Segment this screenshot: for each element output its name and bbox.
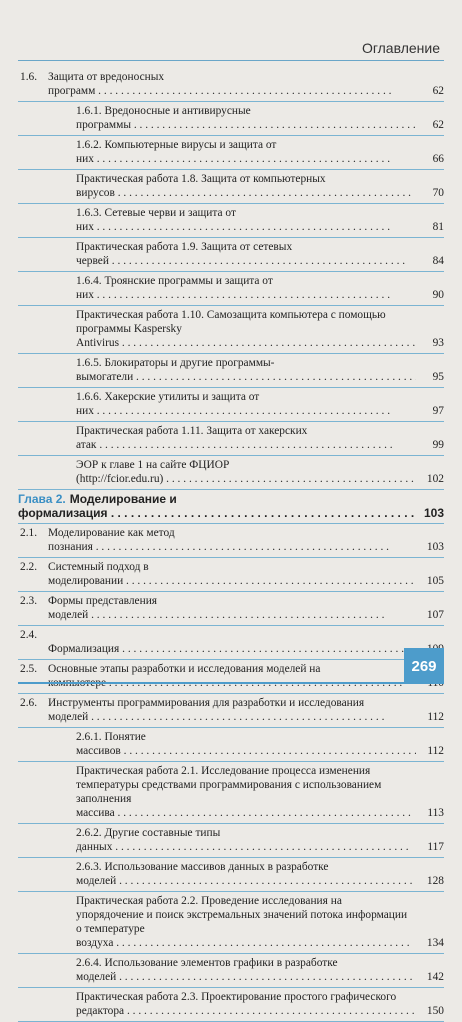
toc-page-number: 103	[426, 541, 444, 553]
toc-entry-title	[18, 990, 416, 1018]
toc-entry-title	[18, 696, 416, 724]
toc-entry-title	[18, 172, 416, 200]
toc-entry-text: Моделирование и формализация . . .	[18, 492, 416, 520]
toc-entry-title	[18, 526, 416, 554]
footer-divider	[18, 682, 404, 684]
toc-page-number: 90	[432, 289, 444, 301]
toc-page-number: 62	[432, 119, 444, 131]
toc-row	[18, 170, 444, 204]
toc-row	[18, 68, 444, 102]
toc-entry-text: 2.6.2. Другие составные типы данных . . .	[76, 827, 409, 853]
toc-page-number: 99	[432, 439, 444, 451]
toc-row	[18, 728, 444, 762]
toc-entry-title	[18, 764, 416, 820]
section-number: 1.6.	[20, 71, 38, 83]
section-number: 2.6.	[20, 697, 38, 709]
toc-entry-title	[18, 138, 416, 166]
toc-entry-title	[18, 458, 416, 486]
toc-entry-text: 2.6.3. Использование массивов данных в разработке моделей . . .	[76, 861, 412, 887]
toc-entry-title	[18, 206, 416, 234]
toc-row	[18, 592, 444, 626]
toc-entry-title	[18, 662, 416, 690]
toc-entry-text: Основные этапы разработки и исследования моделей на . . .	[48, 663, 402, 689]
toc-entry-text: 1.6.3. Сетевые черви и защита от них . . .	[76, 207, 390, 233]
toc-row	[18, 306, 444, 354]
toc-page-number: 102	[426, 473, 444, 485]
toc-page-number: 142	[426, 971, 444, 983]
toc-row	[18, 660, 444, 694]
toc-entry-title	[18, 826, 416, 854]
toc-row	[18, 694, 444, 728]
toc-page-number: 97	[432, 405, 444, 417]
toc-entry-text: 1.6.5. Блокираторы и другие программы-вымогатели . . .	[76, 357, 416, 383]
toc-entry-text: Системный подход в моделировании . . .	[48, 561, 416, 587]
toc-page-number: 62	[432, 85, 444, 97]
page-header	[0, 0, 462, 56]
toc-row	[18, 558, 444, 592]
toc-entry-text: Защита от вредоносных программ . . .	[48, 71, 391, 97]
toc-entry-text: Практическая работа 2.1. Исследование процесса изменения температуры средствами программирования с использованием заполнения массива . . .	[76, 765, 411, 819]
toc-page-number: 70	[432, 187, 444, 199]
toc-row	[18, 102, 444, 136]
toc-row	[18, 354, 444, 388]
toc-entry-text: 1.6.6. Хакерские утилиты и защита от них . . .	[76, 391, 390, 417]
toc-entry-text: Практическая работа 1.8. Защита от компьютерных вирусов . . .	[76, 173, 411, 199]
toc-entry-title	[18, 860, 416, 888]
toc-row	[18, 626, 444, 660]
toc-entry-text: 1.6.1. Вредоносные и антивирусные программы . . .	[76, 105, 416, 131]
toc-row	[18, 524, 444, 558]
toc-chapter-row	[18, 490, 444, 524]
toc-page-number: 134	[426, 937, 444, 949]
toc-entry-text: 1.6.4. Троянские программы и защита от них . . .	[76, 275, 390, 301]
toc-entry-text: Практическая работа 2.2. Проведение исследования на упорядочение и поиск экстремальных значений потока информации о температуре воздуха . . .	[76, 895, 410, 949]
toc-row	[18, 136, 444, 170]
toc-entry-text: Формы представления моделей . . .	[48, 595, 384, 621]
toc-entry-title	[18, 240, 416, 268]
toc-page-number: 84	[432, 255, 444, 267]
toc-page-number: 117	[427, 841, 444, 853]
section-number: 2.5.	[20, 663, 38, 675]
section-number: 2.4.	[20, 629, 38, 641]
toc-row	[18, 892, 444, 954]
toc-entry-title	[18, 492, 416, 520]
toc-entry-text: ЭОР к главе 1 на сайте ФЦИОР (http://fcior.edu.ru) . . .	[76, 459, 416, 485]
toc-entry-title	[18, 594, 416, 622]
toc-entry-text: Практическая работа 1.9. Защита от сетевых червей . . .	[76, 241, 405, 267]
section-number: 2.2.	[20, 561, 38, 573]
toc-entry-title	[18, 628, 416, 656]
section-number: 2.1.	[20, 527, 38, 539]
toc-row	[18, 762, 444, 824]
toc-row	[18, 988, 444, 1022]
toc-entry-text: Практическая работа 1.11. Защита от хакерских атак . . .	[76, 425, 393, 451]
toc-entry-title	[18, 894, 416, 950]
toc-page-number: 150	[426, 1005, 444, 1017]
header-title: Оглавление	[361, 40, 440, 56]
toc-entry-title	[18, 730, 416, 758]
toc-entry-title	[18, 308, 416, 350]
toc-entry-title	[18, 356, 416, 384]
toc-row	[18, 824, 444, 858]
toc-entry-text: Формализация . . .	[48, 643, 415, 655]
toc-row	[18, 954, 444, 988]
header-divider	[18, 60, 444, 61]
toc-row	[18, 238, 444, 272]
toc-entry-text: Моделирование как метод познания . . .	[48, 527, 389, 553]
toc-entry-title	[18, 104, 416, 132]
toc-page-number: 95	[432, 371, 444, 383]
toc-entry-text: 2.6.4. Использование элементов графики в разработке моделей . . .	[76, 957, 412, 983]
toc-entry-title	[18, 424, 416, 452]
toc-row	[18, 858, 444, 892]
toc-entry-title	[18, 390, 416, 418]
table-of-contents	[18, 68, 444, 1022]
toc-page-number: 105	[426, 575, 444, 587]
page-number: 269	[404, 648, 444, 684]
toc-entry-text: Практическая работа 1.10. Самозащита компьютера с помощью программы Kaspersky Antivirus . . .	[76, 309, 415, 349]
toc-entry-title	[18, 956, 416, 984]
toc-page-number: 103	[423, 506, 444, 520]
section-number: 2.3.	[20, 595, 38, 607]
toc-page-number: 128	[426, 875, 444, 887]
toc-page-number: 93	[432, 337, 444, 349]
toc-entry-text: 2.6.1. Понятие массивов . . .	[76, 731, 416, 757]
toc-row	[18, 456, 444, 490]
chapter-label: Глава 2.	[18, 492, 66, 506]
toc-page-number: 112	[427, 711, 444, 723]
toc-entry-title	[18, 560, 416, 588]
toc-entry-title	[18, 70, 416, 98]
toc-entry-title	[18, 274, 416, 302]
toc-page-number: 107	[426, 609, 444, 621]
toc-page-number: 112	[427, 745, 444, 757]
toc-row	[18, 272, 444, 306]
toc-row	[18, 204, 444, 238]
toc-entry-text: Инструменты программирования для разработки и исследования моделей . . .	[48, 697, 384, 723]
toc-page-number: 113	[427, 807, 444, 819]
toc-row	[18, 388, 444, 422]
toc-page-number: 81	[432, 221, 444, 233]
toc-row	[18, 422, 444, 456]
toc-entry-text: Практическая работа 2.3. Проектирование простого графического редактора . . .	[76, 991, 416, 1017]
toc-page-number: 66	[432, 153, 444, 165]
toc-entry-text: 1.6.2. Компьютерные вирусы и защита от них . . .	[76, 139, 390, 165]
